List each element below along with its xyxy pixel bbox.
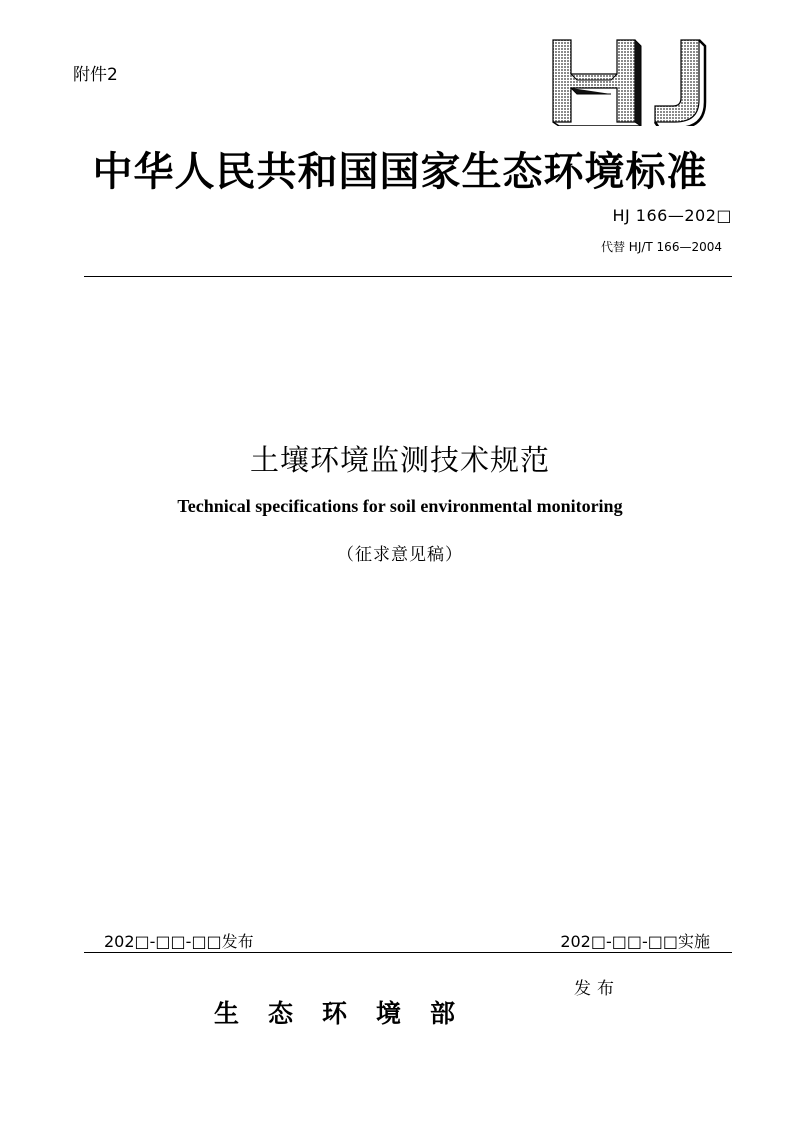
logo-letter-h xyxy=(553,40,641,126)
document-title-zh: 土壤环境监测技术规范 xyxy=(249,443,550,477)
attachment-label: 附件2 xyxy=(73,65,118,85)
standard-title: 中华人民共和国国家生态环境标准 xyxy=(92,149,708,195)
draft-status: （征求意见稿） xyxy=(337,545,463,565)
logo-letter-j xyxy=(655,40,705,126)
issue-date: 202□-□□-□□发布 xyxy=(104,932,254,951)
implementation-date: 202□-□□-□□实施 xyxy=(560,932,710,951)
publish-label: 发布 xyxy=(574,979,620,999)
hj-logo xyxy=(549,36,709,126)
document-title-en: Technical specifications for soil environmental monitoring xyxy=(177,496,623,516)
standard-number: HJ 166—202□ xyxy=(612,206,732,225)
ministry-name: 生态环境部 xyxy=(214,999,485,1028)
top-divider xyxy=(84,276,732,277)
replaces-note: 代替 HJ/T 166—2004 xyxy=(600,240,722,254)
bottom-divider xyxy=(84,952,732,953)
